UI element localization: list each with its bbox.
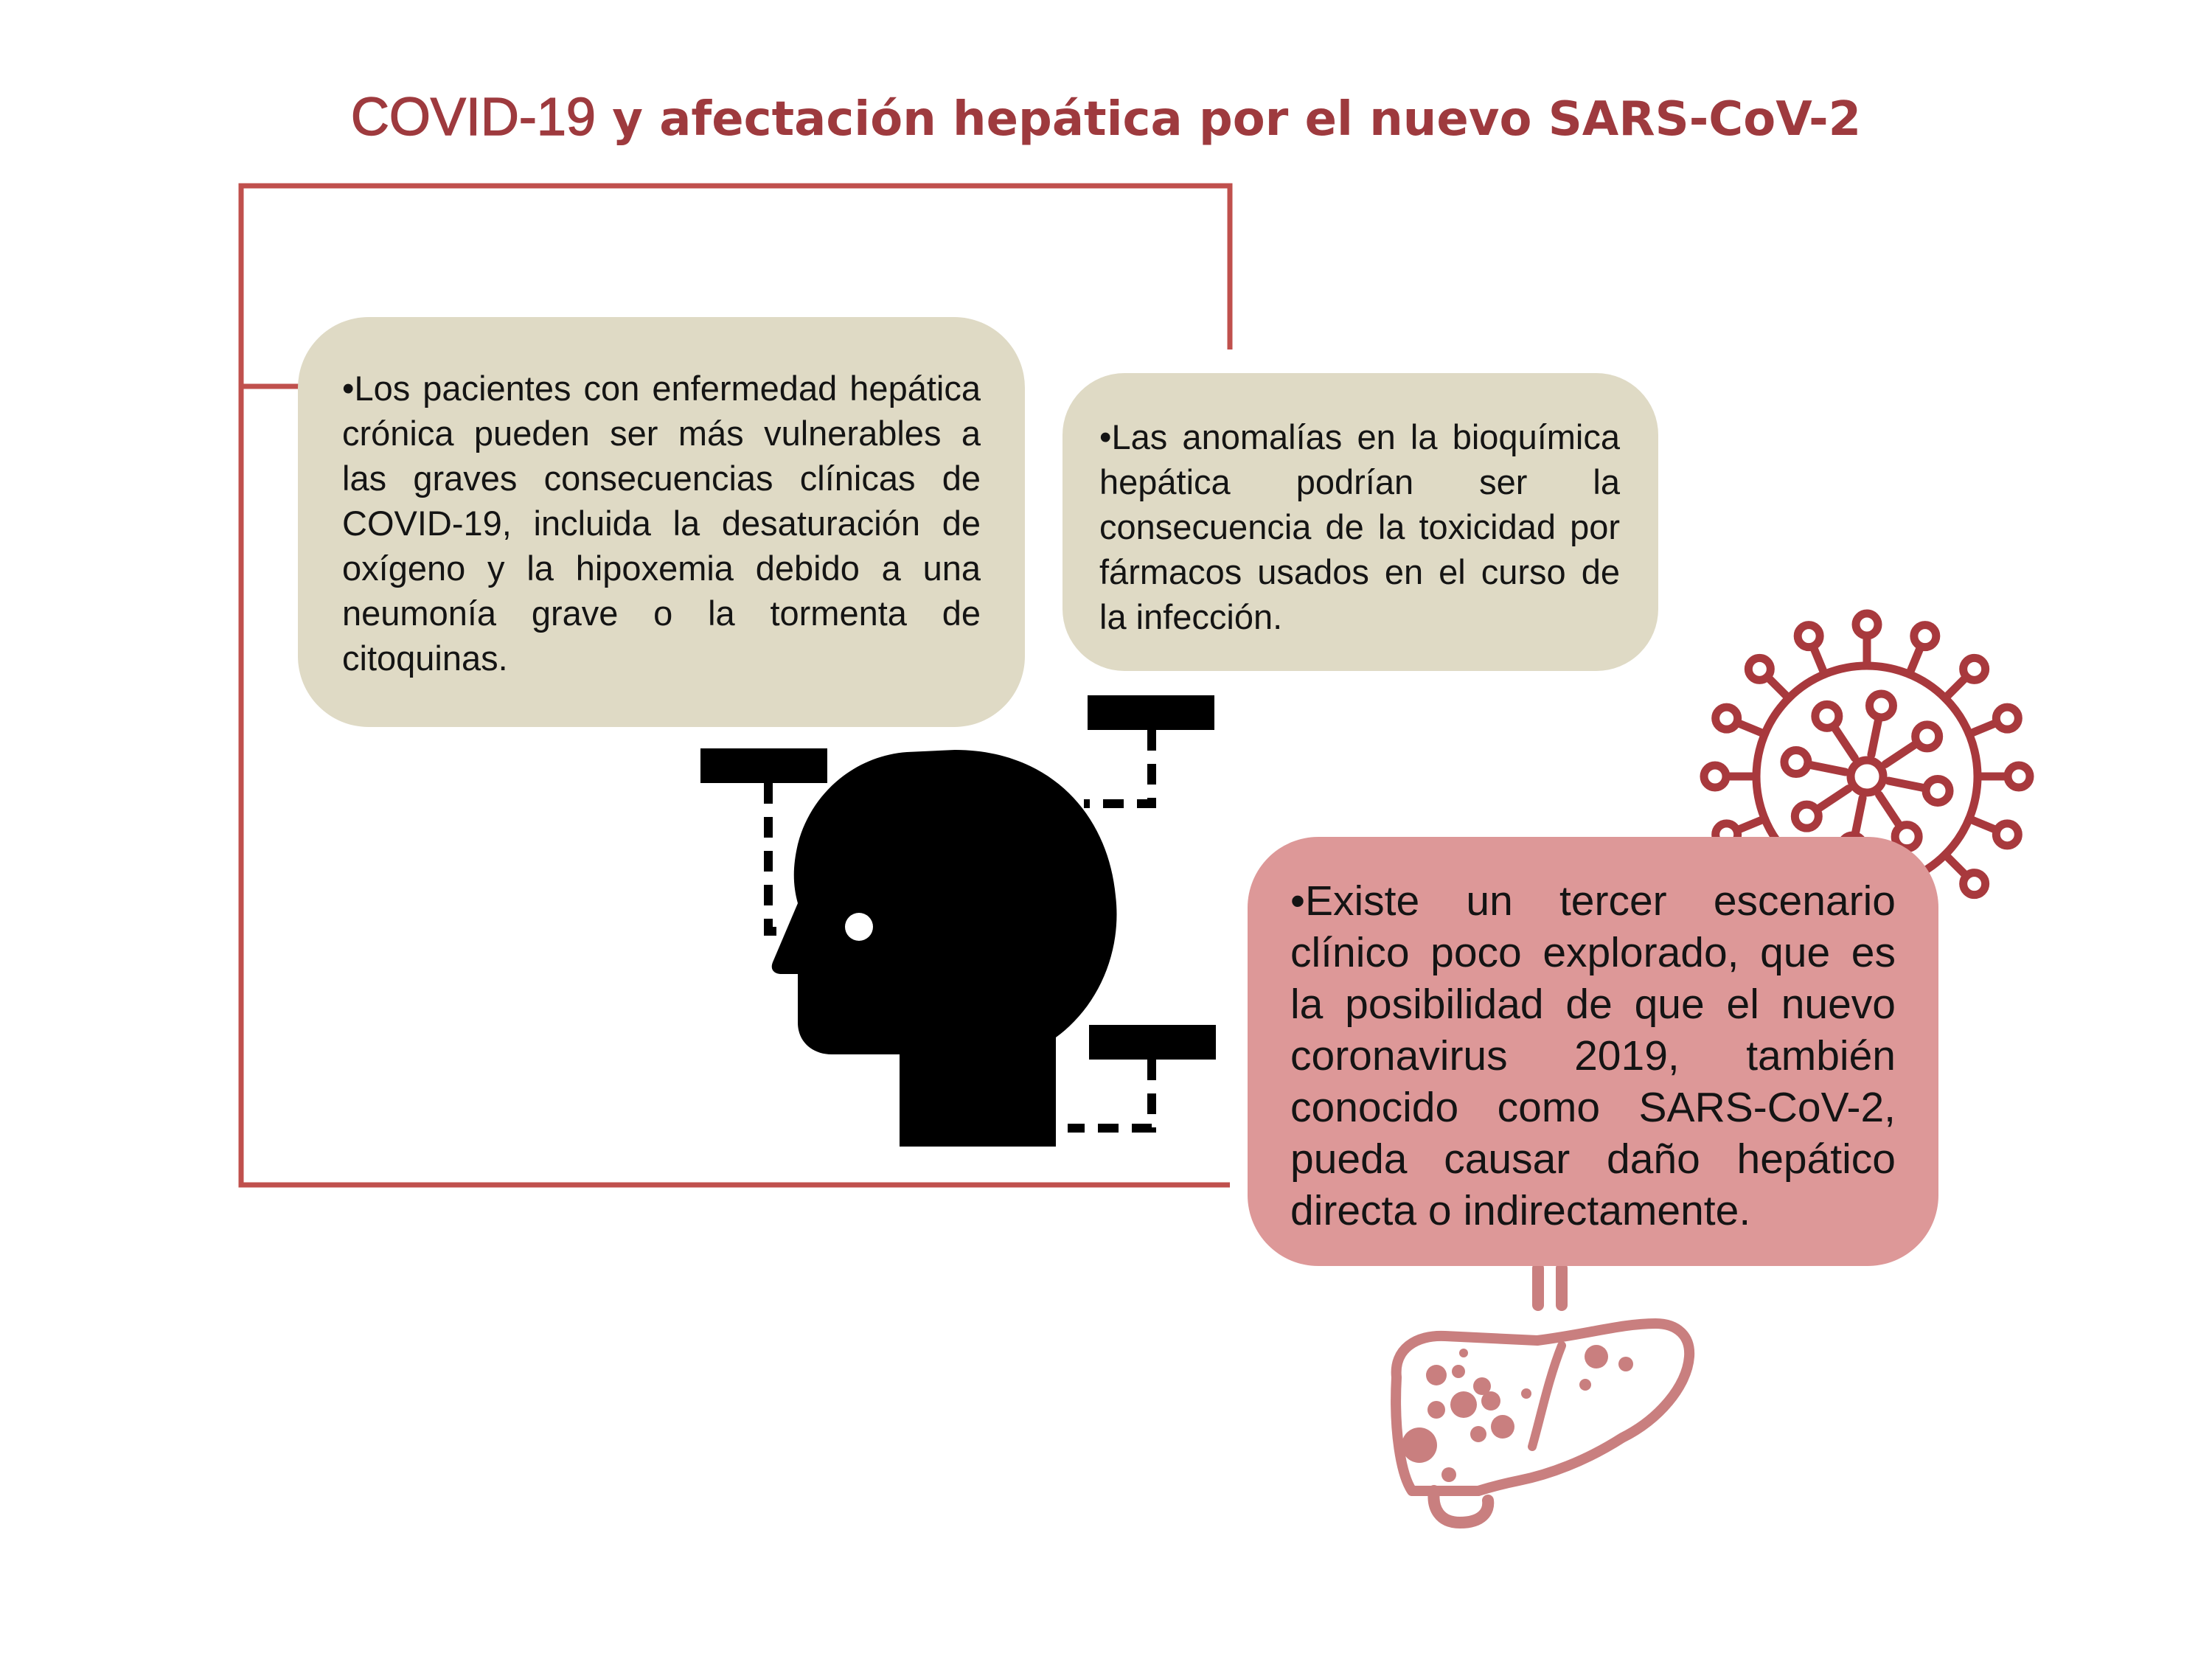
head-silhouette-icon	[700, 689, 1224, 1161]
title-part-1: COVID-19	[350, 88, 596, 147]
chronic-liver-disease-text: •Los pacientes con enfermedad hepática crónica pueden ser más vulnerables a las graves consecuencias clínicas de COVID-19, incluida la desaturación de oxígeno y la hipoxemia debido a una neumonía grave o la tormenta de citoquinas.	[342, 369, 981, 678]
direct-liver-damage-text-box	[1248, 837, 1938, 1266]
chronic-liver-disease-text-box	[298, 317, 1025, 727]
title-part-2: y afectación hepática por el nuevo SARS-CoV-2	[595, 92, 1862, 147]
direct-liver-damage-text: •Existe un tercer escenario clínico poco explorado, que es la posibilidad de que el nuevo coronavirus 2019, también conocido como SARS-CoV-2, pueda causar daño hepático directa o indirectamente.	[1290, 877, 1896, 1234]
drug-toxicity-text: •Las anomalías en la bioquímica hepática podrían ser la consecuencia de la toxicidad por fármacos usados en el curso de la infección.	[1099, 417, 1620, 636]
drug-toxicity-text-box	[1062, 373, 1658, 671]
liver-icon	[1364, 1253, 1703, 1556]
